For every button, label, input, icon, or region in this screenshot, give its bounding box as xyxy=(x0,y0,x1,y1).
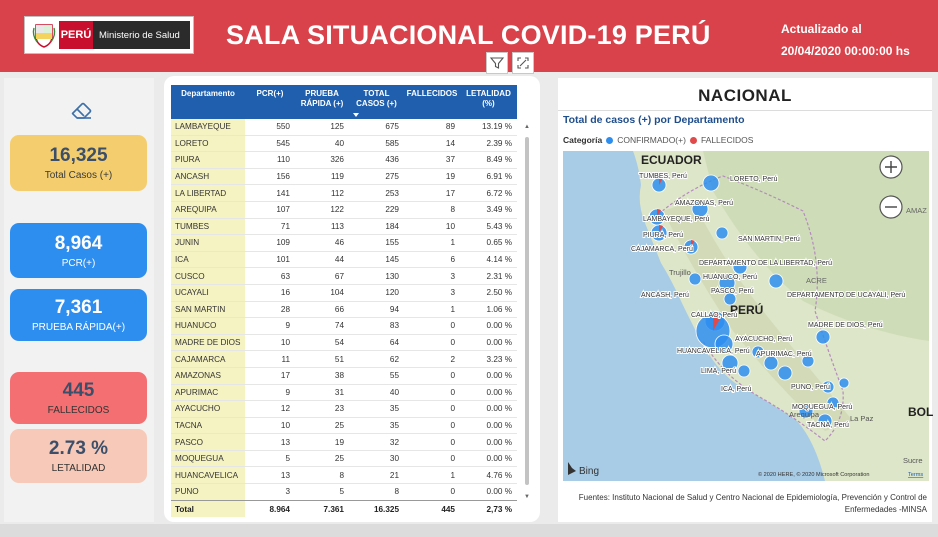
kpi-panel xyxy=(4,78,154,522)
cell-pcr: 71 xyxy=(280,221,290,231)
cell-total: 155 xyxy=(385,238,399,248)
cell-departamento: ANCASH xyxy=(171,169,245,185)
table-row[interactable] xyxy=(171,302,517,319)
cell-pcr: 101 xyxy=(276,255,290,265)
table-row[interactable] xyxy=(171,119,517,136)
cell-total: 229 xyxy=(385,205,399,215)
map-bubble-confirmed[interactable] xyxy=(703,175,719,191)
table-row[interactable] xyxy=(171,152,517,169)
column-header-pcr[interactable]: PCR(+) xyxy=(256,89,284,98)
map-place-label: SAN MARTIN, Perú xyxy=(738,236,800,243)
table-row[interactable] xyxy=(171,318,517,335)
cell-letalidad: 2.31 % xyxy=(486,271,512,281)
updated-label: Actualizado al xyxy=(781,22,862,36)
map-place-label: ANCASH, Perú xyxy=(641,292,689,299)
cell-total: 62 xyxy=(389,354,399,364)
cell-letalidad: 0.00 % xyxy=(486,454,512,464)
table-row[interactable] xyxy=(171,401,517,418)
map-place-label: ICA, Perú xyxy=(721,386,752,393)
scroll-up-arrow-icon[interactable]: ▲ xyxy=(524,124,530,130)
map-place-label: HUANUCO, Perú xyxy=(703,274,758,281)
total-label: Total xyxy=(171,501,245,517)
scroll-down-arrow-icon[interactable]: ▼ xyxy=(524,494,530,500)
cell-total: 184 xyxy=(385,221,399,231)
map-panel xyxy=(558,78,932,522)
cell-total: 585 xyxy=(385,138,399,148)
table-row[interactable] xyxy=(171,235,517,252)
cell-fallecidos: 10 xyxy=(445,221,455,231)
kpi-prueba-value: 7,361 xyxy=(54,297,103,318)
cell-letalidad: 13.19 % xyxy=(481,122,512,132)
cell-prueba: 122 xyxy=(330,205,344,215)
cell-pcr: 63 xyxy=(280,271,290,281)
cell-total: 253 xyxy=(385,188,399,198)
minor-label-arequipa: Arequipa xyxy=(789,410,820,419)
country-label-peru: PERÚ xyxy=(730,303,764,317)
logo-peru-text: PERÚ xyxy=(59,21,93,49)
cell-departamento: ICA xyxy=(171,252,245,268)
cell-pcr: 10 xyxy=(280,420,290,430)
cell-pcr: 545 xyxy=(276,138,290,148)
visual-header-icons xyxy=(486,52,534,74)
cell-fallecidos: 0 xyxy=(450,454,455,464)
cell-total: 35 xyxy=(389,404,399,414)
cell-letalidad: 4.76 % xyxy=(486,470,512,480)
table-row[interactable] xyxy=(171,136,517,153)
kpi-pcr-label: PCR(+) xyxy=(61,257,96,269)
map-place-label: APURIMAC, Perú xyxy=(756,351,812,358)
cell-prueba: 51 xyxy=(334,354,344,364)
cell-prueba: 113 xyxy=(330,221,344,231)
cell-fallecidos: 2 xyxy=(450,354,455,364)
cell-fallecidos: 1 xyxy=(450,238,455,248)
cell-departamento: APURIMAC xyxy=(171,385,245,401)
cell-pcr: 13 xyxy=(280,470,290,480)
cell-prueba: 74 xyxy=(334,321,344,331)
cell-letalidad: 0.00 % xyxy=(486,387,512,397)
cell-fallecidos: 1 xyxy=(450,304,455,314)
focus-mode-expand-icon[interactable] xyxy=(512,52,534,74)
map-place-label: CALLAO, Perú xyxy=(691,312,738,319)
cell-prueba: 19 xyxy=(334,437,344,447)
total-pcr: 8.964 xyxy=(269,504,290,514)
cell-pcr: 11 xyxy=(281,354,290,364)
map-legend xyxy=(563,135,753,145)
table-row[interactable] xyxy=(171,467,517,484)
map-place-label: MOQUEGUA, Perú xyxy=(792,404,853,411)
cell-prueba: 112 xyxy=(330,188,344,198)
cell-prueba: 67 xyxy=(334,271,344,281)
cell-letalidad: 3.49 % xyxy=(486,205,512,215)
cell-letalidad: 0.00 % xyxy=(486,420,512,430)
map-place-label: TUMBES, Perú xyxy=(639,173,687,180)
cell-pcr: 141 xyxy=(276,188,290,198)
legend-deceased-label[interactable]: FALLECIDOS xyxy=(700,135,754,145)
table-row[interactable] xyxy=(171,169,517,186)
cell-departamento: AYACUCHO xyxy=(171,401,245,417)
table-row[interactable] xyxy=(171,418,517,435)
cell-departamento: JUNIN xyxy=(171,235,245,251)
table-scrollbar-thumb[interactable] xyxy=(525,137,529,485)
cell-pcr: 28 xyxy=(280,304,290,314)
cell-total: 436 xyxy=(385,155,399,165)
cell-prueba: 23 xyxy=(334,404,344,414)
cell-letalidad: 2.39 % xyxy=(486,138,512,148)
table-row[interactable] xyxy=(171,434,517,451)
data-sources-note: Fuentes: Instituto Nacional de Salud y Centro Nacional de Epidemiología, Prevención y Control de Enfermedades -MINSA xyxy=(578,493,927,514)
map-place-label: CAJAMARCA, Perú xyxy=(631,246,693,253)
map-place-label: MADRE DE DIOS, Perú xyxy=(808,322,883,329)
minor-label-amaz: AMAZ xyxy=(906,206,927,215)
cell-letalidad: 0.65 % xyxy=(486,238,512,248)
minor-label-la-paz: La Paz xyxy=(850,414,874,423)
minor-label-trujillo: Trujillo xyxy=(669,268,691,277)
cell-letalidad: 8.49 % xyxy=(486,155,512,165)
map-subtitle: Total de casos (+) por Departamento xyxy=(563,114,745,126)
cell-total: 64 xyxy=(389,338,399,348)
cell-letalidad: 5.43 % xyxy=(486,221,512,231)
header-bar xyxy=(0,0,938,72)
cell-prueba: 66 xyxy=(334,304,344,314)
table-row[interactable] xyxy=(171,368,517,385)
cell-departamento: TUMBES xyxy=(171,219,245,235)
total-letalidad: 2,73 % xyxy=(486,504,512,514)
table-row[interactable] xyxy=(171,219,517,236)
table-row[interactable] xyxy=(171,385,517,402)
kpi-fallecidos-label: FALLECIDOS xyxy=(47,405,110,416)
total-prueba: 7.361 xyxy=(323,504,344,514)
map-place-label: LIMA, Perú xyxy=(701,368,737,375)
cell-total: 130 xyxy=(385,271,399,281)
cell-letalidad: 3.23 % xyxy=(486,354,512,364)
map-place-label: HUANCAVELICA, Perú xyxy=(677,348,750,355)
cell-total: 35 xyxy=(389,420,399,430)
cell-fallecidos: 0 xyxy=(450,338,455,348)
map-place-label: DEPARTAMENTO DE UCAYALI, Perú xyxy=(787,292,906,299)
cell-fallecidos: 37 xyxy=(445,155,455,165)
table-row[interactable] xyxy=(171,335,517,352)
cell-prueba: 5 xyxy=(339,487,344,497)
column-header-prueba-rapida[interactable]: PRUEBA RÁPIDA (+) xyxy=(300,89,344,108)
updated-value: 20/04/2020 00:00:00 hs xyxy=(781,44,910,58)
cell-departamento: MADRE DE DIOS xyxy=(171,335,245,351)
cell-fallecidos: 0 xyxy=(450,321,455,331)
cell-pcr: 12 xyxy=(280,404,290,414)
kpi-total-cases[interactable] xyxy=(10,135,147,191)
table-row[interactable] xyxy=(171,268,517,285)
clear-filters-eraser-icon[interactable] xyxy=(70,100,94,125)
cell-letalidad: 0.00 % xyxy=(486,487,512,497)
cell-fallecidos: 0 xyxy=(450,371,455,381)
table-row[interactable] xyxy=(171,185,517,202)
map-title-divider xyxy=(558,110,932,111)
cell-total: 94 xyxy=(389,304,399,314)
cell-departamento: CUSCO xyxy=(171,268,245,284)
cell-fallecidos: 6 xyxy=(450,255,455,265)
table-row[interactable] xyxy=(171,202,517,219)
cell-departamento: PUNO xyxy=(171,484,245,500)
sort-descending-icon xyxy=(353,113,359,117)
map-bubble-confirmed[interactable] xyxy=(839,378,849,388)
cell-pcr: 9 xyxy=(285,387,290,397)
country-label-ecuador: ECUADOR xyxy=(641,153,702,167)
table-row[interactable] xyxy=(171,351,517,368)
cell-pcr: 13 xyxy=(280,437,290,447)
table-row[interactable] xyxy=(171,252,517,269)
cell-departamento: AREQUIPA xyxy=(171,202,245,218)
cell-letalidad: 0.00 % xyxy=(486,321,512,331)
kpi-prueba-rapida[interactable] xyxy=(10,289,147,341)
cell-fallecidos: 17 xyxy=(445,188,455,198)
cell-letalidad: 0.00 % xyxy=(486,437,512,447)
cell-letalidad: 0.00 % xyxy=(486,371,512,381)
legend-confirmed-label[interactable]: CONFIRMADO(+) xyxy=(617,135,686,145)
cell-departamento: AMAZONAS xyxy=(171,368,245,384)
kpi-fallecidos[interactable] xyxy=(10,372,147,424)
column-header-total-casos-label: TOTAL CASOS (+) xyxy=(356,89,397,108)
table-row[interactable] xyxy=(171,484,517,501)
cell-prueba: 31 xyxy=(334,387,344,397)
cell-pcr: 5 xyxy=(285,454,290,464)
cell-prueba: 8 xyxy=(339,470,344,480)
coat-of-arms-icon xyxy=(29,20,59,50)
zoom-in-button[interactable] xyxy=(880,156,902,178)
cell-fallecidos: 89 xyxy=(445,122,455,132)
zoom-out-button[interactable] xyxy=(880,196,902,218)
cell-departamento: PASCO xyxy=(171,434,245,450)
map-place-label: AYACUCHO, Perú xyxy=(735,336,793,343)
map-place-label: PIURA, Perú xyxy=(643,232,684,239)
table-body xyxy=(171,119,517,501)
kpi-letalidad-label: LETALIDAD xyxy=(51,463,106,474)
cell-letalidad: 4.14 % xyxy=(486,255,512,265)
page-title: SALA SITUACIONAL COVID-19 PERÚ xyxy=(226,20,711,50)
cell-departamento: MOQUEGUA xyxy=(171,451,245,467)
cell-prueba: 40 xyxy=(334,138,344,148)
cell-departamento: CAJAMARCA xyxy=(171,351,245,367)
cell-total: 21 xyxy=(389,470,399,480)
logo-ministry-text: Ministerio de Salud xyxy=(93,21,190,49)
filter-icon[interactable] xyxy=(486,52,508,74)
cell-letalidad: 2.50 % xyxy=(486,288,512,298)
cell-departamento: UCAYALI xyxy=(171,285,245,301)
cell-total: 675 xyxy=(385,122,399,132)
bottom-scrollbar[interactable] xyxy=(0,524,938,537)
cell-pcr: 550 xyxy=(276,122,290,132)
cell-pcr: 156 xyxy=(276,172,290,182)
cell-total: 30 xyxy=(389,454,399,464)
legend-confirmed-dot-icon xyxy=(606,137,613,144)
map-bubble-confirmed[interactable] xyxy=(778,366,792,380)
bing-map[interactable] xyxy=(563,151,934,481)
map-bubble-confirmed[interactable] xyxy=(816,330,830,344)
cell-prueba: 104 xyxy=(330,288,344,298)
cell-fallecidos: 0 xyxy=(450,437,455,447)
kpi-total-value: 16,325 xyxy=(49,145,108,166)
cell-letalidad: 6.91 % xyxy=(486,172,512,182)
cell-pcr: 109 xyxy=(276,238,290,248)
map-place-label: PASCO, Perú xyxy=(711,288,754,295)
kpi-fallecidos-value: 445 xyxy=(62,380,95,401)
legend-deceased-dot-icon xyxy=(690,137,697,144)
cell-fallecidos: 0 xyxy=(450,387,455,397)
cell-prueba: 25 xyxy=(334,454,344,464)
cell-fallecidos: 19 xyxy=(445,172,455,182)
map-title: NACIONAL xyxy=(698,86,792,105)
map-bubble-confirmed[interactable] xyxy=(764,356,778,370)
minor-label-sucre: Sucre xyxy=(903,456,923,465)
map-terms-link[interactable]: Terms xyxy=(908,472,924,478)
cell-total: 120 xyxy=(385,288,399,298)
cell-total: 275 xyxy=(385,172,399,182)
map-place-label: DEPARTAMENTO DE LA LIBERTAD, Perú xyxy=(699,260,833,267)
cell-pcr: 17 xyxy=(280,371,290,381)
cell-fallecidos: 1 xyxy=(450,470,455,480)
cell-prueba: 38 xyxy=(334,371,344,381)
map-bubble-confirmed[interactable] xyxy=(716,227,728,239)
country-label-bolivia: BOL xyxy=(908,405,934,419)
cell-prueba: 119 xyxy=(330,172,344,182)
kpi-prueba-label: PRUEBA RÁPIDA(+) xyxy=(31,322,126,333)
cell-pcr: 3 xyxy=(285,487,290,497)
map-bubble-confirmed[interactable] xyxy=(769,274,783,288)
table-row[interactable] xyxy=(171,285,517,302)
cell-departamento: LA LIBERTAD xyxy=(171,185,245,201)
cell-departamento: LORETO xyxy=(171,136,245,152)
cell-departamento: SAN MARTIN xyxy=(171,302,245,318)
cell-fallecidos: 3 xyxy=(450,271,455,281)
map-place-label: AMAZONAS, Perú xyxy=(675,200,733,207)
cell-total: 40 xyxy=(389,387,399,397)
kpi-total-label: Total Casos (+) xyxy=(44,170,113,181)
minsa-logo xyxy=(24,16,194,54)
minor-label-acre: ACRE xyxy=(806,276,827,285)
cell-fallecidos: 14 xyxy=(445,138,455,148)
cell-letalidad: 0.00 % xyxy=(486,404,512,414)
cell-prueba: 44 xyxy=(334,255,344,265)
map-place-label: LORETO, Perú xyxy=(730,176,778,183)
column-header-letalidad[interactable]: LETALIDAD (%) xyxy=(466,89,511,108)
map-copyright: © 2020 HERE, © 2020 Microsoft Corporation xyxy=(758,472,870,478)
bing-logo-icon xyxy=(568,462,576,475)
cell-pcr: 10 xyxy=(280,338,290,348)
kpi-pcr[interactable] xyxy=(10,223,147,278)
cell-prueba: 326 xyxy=(330,155,344,165)
cell-pcr: 107 xyxy=(276,205,290,215)
cell-letalidad: 0.00 % xyxy=(486,338,512,348)
bing-label: Bing xyxy=(579,466,600,477)
table-header xyxy=(171,85,517,119)
table-total-row xyxy=(171,500,517,517)
total-fallecidos: 445 xyxy=(441,504,455,514)
kpi-letalidad-value: 2.73 % xyxy=(48,438,109,459)
cell-pcr: 16 xyxy=(280,288,290,298)
cell-prueba: 46 xyxy=(334,238,344,248)
legend-category-label: Categoría xyxy=(563,135,603,145)
kpi-pcr-value: 8,964 xyxy=(54,232,103,254)
cell-prueba: 25 xyxy=(334,420,344,430)
column-header-departamento[interactable]: Departamento xyxy=(181,89,235,98)
cell-total: 32 xyxy=(389,437,399,447)
cell-total: 83 xyxy=(389,321,399,331)
cell-total: 145 xyxy=(385,255,399,265)
total-casos: 16.325 xyxy=(373,504,399,514)
cell-letalidad: 6.72 % xyxy=(486,188,512,198)
cell-prueba: 125 xyxy=(330,122,344,132)
cell-letalidad: 1.06 % xyxy=(486,304,512,314)
map-bubble-confirmed[interactable] xyxy=(738,365,750,377)
kpi-letalidad[interactable] xyxy=(10,429,147,483)
column-header-total-casos[interactable] xyxy=(349,85,404,119)
cell-fallecidos: 8 xyxy=(450,205,455,215)
map-place-label: TACNA, Perú xyxy=(807,422,849,429)
column-header-fallecidos[interactable]: FALLECIDOS xyxy=(406,89,458,98)
cell-fallecidos: 0 xyxy=(450,404,455,414)
table-row[interactable] xyxy=(171,451,517,468)
cell-departamento: HUANCAVELICA xyxy=(171,467,245,483)
cell-total: 8 xyxy=(394,487,399,497)
cell-fallecidos: 3 xyxy=(450,288,455,298)
cell-fallecidos: 0 xyxy=(450,420,455,430)
map-canvas xyxy=(563,151,934,481)
cell-prueba: 54 xyxy=(334,338,344,348)
cell-departamento: TACNA xyxy=(171,418,245,434)
cell-total: 55 xyxy=(389,371,399,381)
cell-pcr: 9 xyxy=(285,321,290,331)
map-place-label: PUNO, Perú xyxy=(791,384,830,391)
cell-departamento: PIURA xyxy=(171,152,245,168)
cell-departamento: HUANUCO xyxy=(171,318,245,334)
cell-pcr: 110 xyxy=(276,155,290,165)
cell-fallecidos: 0 xyxy=(450,487,455,497)
cell-departamento: LAMBAYEQUE xyxy=(171,119,245,135)
map-place-label: LAMBAYEQUE, Perú xyxy=(643,216,710,223)
